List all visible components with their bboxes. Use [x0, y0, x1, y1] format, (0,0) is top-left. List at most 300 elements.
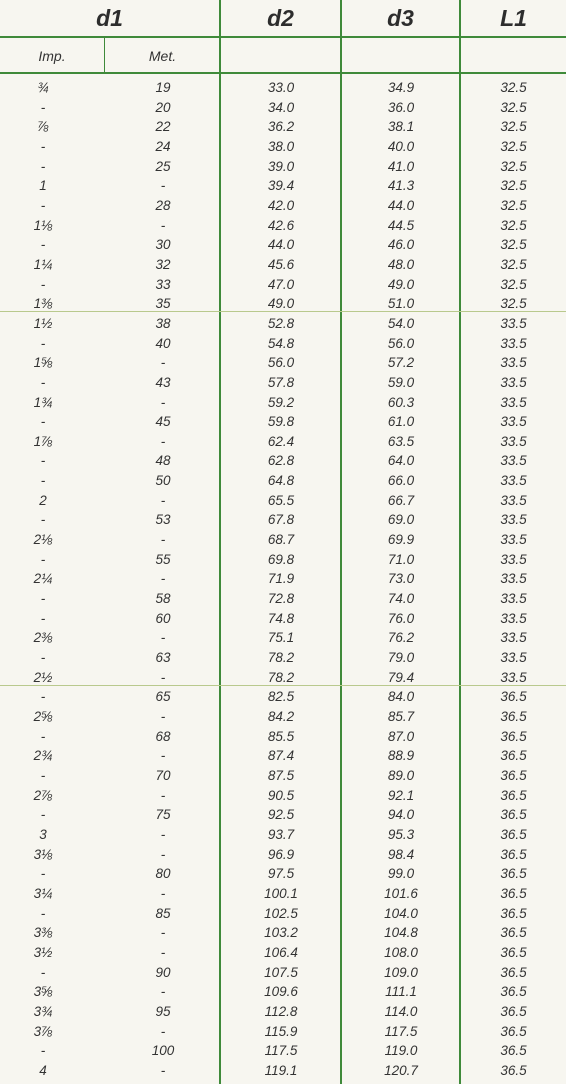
cell-imp: 3⅜: [33, 925, 53, 941]
table-row: [0, 569, 566, 589]
cell-imp: 4: [39, 1062, 47, 1078]
cell-d2: 109.6: [264, 984, 298, 1000]
cell-l1: 32.5: [500, 80, 527, 95]
cell-met: -: [160, 748, 166, 764]
cell-d2: 97.5: [267, 866, 295, 882]
cell-l1: 33.5: [500, 532, 527, 548]
cell-met: 19: [155, 80, 171, 95]
cell-l1: 36.5: [500, 1003, 527, 1019]
cell-imp: 3⅛: [33, 846, 53, 862]
cell-d2: 84.2: [267, 709, 295, 724]
cell-imp: -: [40, 866, 46, 882]
cell-d3: 92.1: [387, 787, 415, 803]
table-row: [0, 1022, 566, 1042]
table-row: [0, 530, 566, 550]
cell-met: -: [160, 1023, 166, 1039]
cell-d3: 60.3: [387, 394, 415, 410]
table-row: [0, 393, 566, 413]
cell-imp: 1⅝: [33, 355, 53, 371]
table-row: [0, 157, 566, 177]
table-row: [0, 963, 566, 983]
cell-met: 25: [155, 158, 171, 174]
cell-met: 24: [155, 138, 171, 154]
subheader-rule: [0, 72, 566, 74]
cell-l1: 36.5: [500, 807, 527, 823]
cell-l1: 33.5: [500, 610, 527, 626]
cell-d2: 39.4: [267, 178, 295, 194]
cell-d3: 34.9: [387, 80, 415, 95]
cell-met: -: [160, 709, 166, 724]
table-row: [0, 471, 566, 491]
table-body: [0, 78, 566, 1080]
cell-d2: 45.6: [267, 256, 295, 272]
cell-d2: 96.9: [267, 846, 295, 862]
cell-d2: 103.2: [264, 925, 298, 941]
cell-d2: 42.0: [267, 197, 295, 213]
cell-met: -: [160, 571, 166, 587]
cell-imp: 3⅝: [33, 984, 53, 1000]
cell-d3: 66.7: [387, 492, 415, 508]
table-row: [0, 491, 566, 511]
cell-met: 63: [155, 650, 171, 666]
cell-d2: 65.5: [267, 492, 295, 508]
cell-d3: 76.0: [387, 610, 415, 626]
table-row: [0, 98, 566, 118]
cell-imp: -: [40, 276, 46, 292]
cell-d2: 34.0: [267, 99, 295, 115]
cell-imp: 2: [39, 492, 47, 508]
cell-d3: 89.0: [387, 767, 415, 783]
cell-l1: 33.5: [500, 433, 527, 449]
cell-imp: -: [40, 374, 46, 390]
table-row: [0, 255, 566, 275]
cell-d2: 59.2: [267, 394, 295, 410]
table-row: [0, 412, 566, 432]
table-row: [0, 923, 566, 943]
cell-imp: -: [40, 473, 46, 489]
cell-met: -: [160, 925, 166, 941]
cell-imp: 1¼: [33, 256, 53, 272]
cell-met: 70: [155, 767, 171, 783]
cell-l1: 32.5: [500, 138, 527, 154]
cell-l1: 33.5: [500, 394, 527, 410]
cell-l1: 33.5: [500, 669, 527, 685]
cell-imp: 3⅞: [33, 1023, 53, 1039]
cell-d3: 88.9: [387, 748, 415, 764]
cell-imp: 1⅛: [33, 217, 53, 233]
cell-met: 90: [155, 964, 171, 980]
table-row: [0, 609, 566, 629]
cell-l1: 32.5: [500, 178, 527, 194]
cell-imp: -: [40, 610, 46, 626]
cell-d2: 112.8: [264, 1003, 298, 1019]
cell-met: 80: [155, 866, 171, 882]
cell-d2: 102.5: [264, 905, 298, 921]
cell-met: 85: [155, 905, 171, 921]
cell-met: -: [160, 1062, 166, 1078]
cell-d2: 57.8: [267, 374, 295, 390]
cell-imp: -: [40, 591, 46, 607]
cell-d2: 64.8: [267, 473, 295, 489]
cell-met: 48: [155, 453, 171, 469]
cell-met: 50: [155, 473, 171, 489]
cell-imp: 2⅜: [33, 630, 53, 646]
cell-l1: 36.5: [500, 1023, 527, 1039]
cell-imp: -: [40, 197, 46, 213]
cell-l1: 33.5: [500, 512, 527, 528]
cell-l1: 36.5: [500, 826, 527, 842]
table-row: [0, 687, 566, 707]
table-row: [0, 648, 566, 668]
table-row: [0, 451, 566, 471]
cell-d3: 41.0: [387, 158, 415, 174]
cell-d2: 38.0: [267, 138, 295, 154]
cell-imp: 3½: [33, 944, 53, 960]
cell-d2: 36.2: [267, 119, 295, 135]
cell-d2: 49.0: [267, 296, 295, 312]
cell-l1: 32.5: [500, 296, 527, 312]
cell-d3: 66.0: [387, 473, 415, 489]
table-row: [0, 766, 566, 786]
cell-imp: -: [40, 138, 46, 154]
table-row: [0, 314, 566, 334]
cell-d2: 44.0: [267, 237, 295, 253]
cell-met: 33: [155, 276, 171, 292]
cell-d3: 51.0: [387, 296, 415, 312]
subcolumn-divider: [104, 38, 105, 74]
cell-l1: 36.5: [500, 1062, 527, 1078]
cell-d3: 44.0: [387, 197, 415, 213]
cell-met: 32: [155, 256, 171, 272]
cell-d2: 78.2: [267, 669, 295, 685]
cell-l1: 33.5: [500, 453, 527, 469]
cell-d2: 47.0: [267, 276, 295, 292]
cell-l1: 36.5: [500, 748, 527, 764]
cell-d2: 42.6: [267, 217, 295, 233]
cell-d3: 104.0: [384, 905, 418, 921]
cell-imp: 3: [39, 826, 47, 842]
cell-met: -: [160, 846, 166, 862]
table-row: [0, 1061, 566, 1081]
table-row: [0, 727, 566, 747]
table-row: [0, 294, 566, 314]
subheader-met: Met.: [148, 48, 177, 64]
cell-met: 58: [155, 591, 171, 607]
cell-d3: 76.2: [387, 630, 415, 646]
table-row: [0, 176, 566, 196]
cell-imp: -: [40, 650, 46, 666]
cell-d2: 85.5: [267, 728, 295, 744]
cell-met: -: [160, 787, 166, 803]
cell-l1: 32.5: [500, 217, 527, 233]
table-row: [0, 786, 566, 806]
cell-d3: 41.3: [387, 178, 415, 194]
cell-d3: 85.7: [387, 709, 415, 724]
cell-d2: 92.5: [267, 807, 295, 823]
cell-imp: -: [40, 237, 46, 253]
cell-imp: 2½: [33, 669, 53, 685]
table-row: [0, 432, 566, 452]
cell-d2: 115.9: [264, 1023, 298, 1039]
cell-d3: 59.0: [387, 374, 415, 390]
cell-met: 45: [155, 414, 171, 430]
cell-l1: 33.5: [500, 650, 527, 666]
cell-d2: 87.4: [267, 748, 295, 764]
cell-l1: 36.5: [500, 944, 527, 960]
cell-met: 35: [155, 296, 171, 312]
cell-met: 40: [155, 335, 171, 351]
cell-l1: 36.5: [500, 787, 527, 803]
cell-l1: 36.5: [500, 905, 527, 921]
cell-imp: -: [40, 414, 46, 430]
cell-d3: 63.5: [387, 433, 415, 449]
cell-met: 20: [155, 99, 171, 115]
cell-d2: 59.8: [267, 414, 295, 430]
cell-d2: 78.2: [267, 650, 295, 666]
cell-met: 100: [151, 1043, 175, 1059]
cell-d2: 87.5: [267, 767, 295, 783]
cell-l1: 32.5: [500, 237, 527, 253]
table-row: [0, 137, 566, 157]
subheader-imp: Imp.: [38, 48, 66, 64]
cell-imp: -: [40, 767, 46, 783]
cell-d2: 54.8: [267, 335, 295, 351]
cell-imp: 2⅛: [33, 532, 53, 548]
cell-met: 30: [155, 237, 171, 253]
table-row: [0, 1002, 566, 1022]
cell-l1: 36.5: [500, 925, 527, 941]
cell-d2: 69.8: [267, 551, 295, 567]
cell-d2: 62.8: [267, 453, 295, 469]
cell-d3: 111.1: [385, 984, 417, 1000]
cell-d3: 101.6: [384, 885, 418, 901]
cell-met: 68: [155, 728, 171, 744]
cell-l1: 36.5: [500, 885, 527, 901]
cell-met: 43: [155, 374, 171, 390]
cell-l1: 36.5: [500, 728, 527, 744]
cell-imp: -: [40, 453, 46, 469]
cell-met: -: [160, 394, 166, 410]
cell-imp: 2⅞: [33, 787, 53, 803]
cell-met: -: [160, 885, 166, 901]
cell-l1: 33.5: [500, 591, 527, 607]
cell-imp: 1: [39, 178, 47, 194]
header-l1: L1: [500, 5, 527, 31]
cell-d3: 95.3: [387, 826, 415, 842]
cell-met: 75: [155, 807, 171, 823]
table-row: [0, 196, 566, 216]
table-row: [0, 117, 566, 137]
cell-d2: 93.7: [267, 826, 295, 842]
cell-met: -: [160, 630, 166, 646]
cell-d2: 72.8: [267, 591, 295, 607]
cell-l1: 36.5: [500, 964, 527, 980]
cell-met: -: [160, 669, 166, 685]
table-row: [0, 510, 566, 530]
cell-d2: 68.7: [267, 532, 295, 548]
cell-imp: -: [40, 689, 46, 705]
cell-d3: 117.5: [384, 1023, 418, 1039]
cell-d3: 120.7: [384, 1062, 418, 1078]
table-row: [0, 884, 566, 904]
cell-l1: 32.5: [500, 276, 527, 292]
cell-d3: 74.0: [387, 591, 415, 607]
cell-l1: 32.5: [500, 99, 527, 115]
cell-d2: 90.5: [267, 787, 295, 803]
cell-l1: 36.5: [500, 767, 527, 783]
cell-imp: 1½: [33, 315, 53, 331]
cell-l1: 36.5: [500, 709, 527, 724]
cell-d3: 69.9: [387, 532, 415, 548]
cell-d3: 94.0: [387, 807, 415, 823]
cell-d3: 36.0: [387, 99, 415, 115]
cell-l1: 33.5: [500, 473, 527, 489]
cell-imp: -: [40, 1043, 46, 1059]
cell-l1: 32.5: [500, 256, 527, 272]
cell-imp: 3¾: [33, 1003, 53, 1019]
cell-l1: 32.5: [500, 158, 527, 174]
cell-d2: 82.5: [267, 689, 295, 705]
table-row: [0, 589, 566, 609]
cell-d2: 56.0: [267, 355, 295, 371]
cell-met: 65: [155, 689, 171, 705]
cell-met: 38: [155, 315, 171, 331]
cell-d2: 62.4: [267, 433, 295, 449]
cell-l1: 36.5: [500, 846, 527, 862]
cell-d3: 64.0: [387, 453, 415, 469]
cell-l1: 36.5: [500, 689, 527, 705]
cell-imp: -: [40, 964, 46, 980]
cell-d2: 117.5: [264, 1043, 298, 1059]
cell-met: -: [160, 984, 166, 1000]
cell-d3: 84.0: [387, 689, 415, 705]
cell-imp: -: [40, 905, 46, 921]
header-d3: d3: [387, 5, 414, 31]
cell-met: -: [160, 433, 166, 449]
cell-l1: 33.5: [500, 551, 527, 567]
table-row: [0, 904, 566, 924]
cell-met: -: [160, 532, 166, 548]
table-row: [0, 746, 566, 766]
table-row: [0, 78, 566, 98]
cell-d2: 107.5: [264, 964, 298, 980]
cell-d3: 49.0: [387, 276, 415, 292]
cell-d2: 106.4: [264, 944, 298, 960]
cell-d3: 119.0: [384, 1043, 418, 1059]
cell-d2: 75.1: [267, 630, 295, 646]
table-row: [0, 982, 566, 1002]
cell-d3: 79.4: [387, 669, 415, 685]
cell-imp: 3¼: [33, 885, 53, 901]
table-row: [0, 275, 566, 295]
cell-imp: -: [40, 728, 46, 744]
cell-imp: -: [40, 335, 46, 351]
table-row: [0, 864, 566, 884]
cell-l1: 33.5: [500, 374, 527, 390]
cell-l1: 36.5: [500, 984, 527, 1000]
cell-d3: 69.0: [387, 512, 415, 528]
table-row: [0, 550, 566, 570]
table-row: [0, 216, 566, 236]
cell-imp: ⅞: [37, 119, 49, 135]
table-row: [0, 235, 566, 255]
cell-d3: 44.5: [387, 217, 415, 233]
table-row: [0, 845, 566, 865]
table-row: [0, 825, 566, 845]
cell-met: 28: [155, 197, 171, 213]
cell-d3: 98.4: [387, 846, 415, 862]
cell-d3: 56.0: [387, 335, 415, 351]
cell-l1: 36.5: [500, 1043, 527, 1059]
cell-d2: 119.1: [264, 1062, 298, 1078]
cell-imp: -: [40, 158, 46, 174]
cell-d2: 74.8: [267, 610, 295, 626]
cell-imp: 2¼: [33, 571, 53, 587]
table-row: [0, 668, 566, 688]
cell-imp: -: [40, 551, 46, 567]
cell-d3: 40.0: [387, 138, 415, 154]
table-row: [0, 1041, 566, 1061]
cell-met: -: [160, 944, 166, 960]
cell-l1: 33.5: [500, 571, 527, 587]
cell-imp: ¾: [37, 80, 49, 95]
cell-met: 95: [155, 1003, 171, 1019]
cell-d2: 52.8: [267, 315, 295, 331]
table-row: [0, 334, 566, 354]
cell-d2: 71.9: [267, 571, 295, 587]
cell-imp: 1⅞: [33, 433, 53, 449]
cell-met: -: [160, 217, 166, 233]
cell-imp: 2⅝: [33, 709, 53, 724]
cell-met: -: [160, 826, 166, 842]
cell-imp: 2¾: [33, 748, 53, 764]
cell-met: 60: [155, 610, 171, 626]
cell-d3: 71.0: [387, 551, 415, 567]
header-d1: d1: [96, 5, 123, 31]
cell-d3: 46.0: [387, 237, 415, 253]
cell-met: 55: [155, 551, 171, 567]
table-row: [0, 373, 566, 393]
header-d2: d2: [267, 5, 294, 31]
table-row: [0, 628, 566, 648]
cell-l1: 32.5: [500, 197, 527, 213]
cell-l1: 32.5: [500, 119, 527, 135]
table-row: [0, 353, 566, 373]
cell-d3: 73.0: [387, 571, 415, 587]
cell-l1: 33.5: [500, 355, 527, 371]
cell-d3: 48.0: [387, 256, 415, 272]
cell-l1: 33.5: [500, 315, 527, 331]
cell-imp: 1⅜: [33, 296, 53, 312]
cell-d3: 38.1: [387, 119, 415, 135]
cell-d3: 108.0: [384, 944, 418, 960]
cell-d3: 114.0: [384, 1003, 418, 1019]
header-rule: [0, 36, 566, 38]
cell-d2: 100.1: [264, 885, 298, 901]
cell-d3: 54.0: [387, 315, 415, 331]
cell-l1: 33.5: [500, 492, 527, 508]
cell-d3: 87.0: [387, 728, 415, 744]
cell-d3: 104.8: [384, 925, 418, 941]
cell-d2: 67.8: [267, 512, 295, 528]
cell-imp: -: [40, 99, 46, 115]
cell-d2: 33.0: [267, 80, 295, 95]
table-row: [0, 707, 566, 727]
cell-imp: -: [40, 807, 46, 823]
cell-met: 22: [155, 119, 171, 135]
cell-imp: -: [40, 512, 46, 528]
cell-l1: 36.5: [500, 866, 527, 882]
